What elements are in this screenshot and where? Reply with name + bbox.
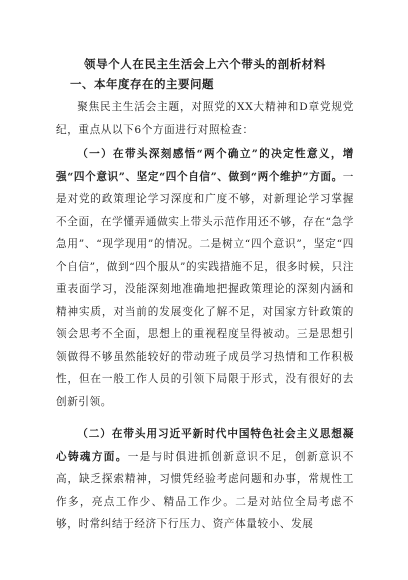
intro-paragraph: 聚焦民主生活会主题，对照党的XX大精神和D章党规党纪，重点从以下6个方面进行对照检查：	[56, 101, 354, 136]
item-1-heading: （一）在带头深刻感悟“两个确立”的决定性意义，增强“四个意识”、坚定“四个自信”、做到“两个维护”方面。	[56, 148, 354, 183]
item-2-paragraph	[56, 423, 354, 536]
item-2-heading: （二）在带头用习近平新时代中国特色社会主义思想凝心铸魂方面。	[56, 428, 354, 463]
item-2-body: 一是与时俱进抓创新意识不足，创新意识不高，缺乏探索精神，习惯凭经验考虑问题和办事，常规性工作多，亮点工作少、精品工作少。二是对站位全局考虑不够，时常纠结于经济下行压力、资产体量较小、发展	[56, 450, 354, 530]
item-1-paragraph	[56, 143, 354, 413]
document-title: 领导个人在民主生活会上六个带头的剖析材料	[84, 57, 326, 71]
item-1-body: 一是对党的政策理论学习深度和广度不够，对新理论学习掌握不全面，在学懂弄通做实上带头示范作用还不够，存在“急学急用”、“现学现用”的情况。二是树立“四个意识”，坚定“四个自信”，做到“四个服从”的实践措施不足，很多时候，只注重表面学习，没能深刻地准确地把握政策理论的深刻内涵和精神实质，对当前的发展变化了解不足，对国家方针政策的领会思考不全面，思想上的重视程度呈得被动。三是思想引领做得不够虽然能较好的带动班子成员学习热情和工作积极性，但在一般工作人员的引领下局限于形式，没有很好的去创新引领。	[56, 170, 354, 408]
section-heading: 一、本年度存在的主要问题	[70, 77, 214, 91]
